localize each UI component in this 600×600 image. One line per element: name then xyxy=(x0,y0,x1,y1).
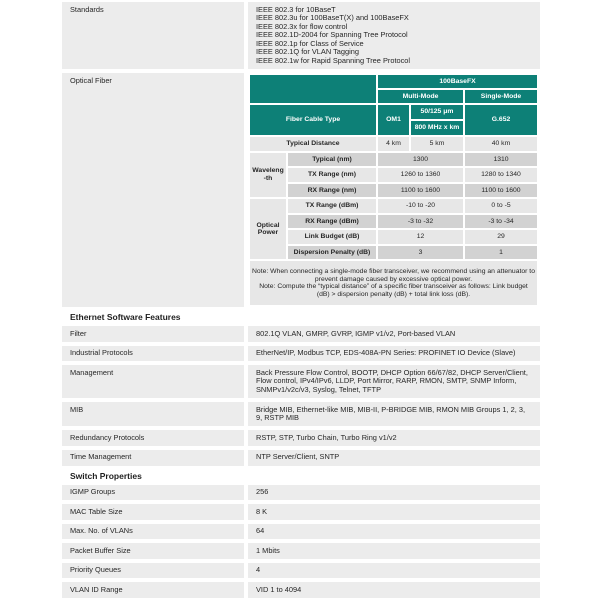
fiber-header-om1: OM1 xyxy=(378,105,409,135)
row-label: IGMP Groups xyxy=(62,485,244,501)
standards-line: IEEE 802.3u for 100BaseT(X) and 100BaseFX xyxy=(256,13,409,23)
fiber-value-mm: 12 xyxy=(378,230,463,244)
fiber-param: Typical (nm) xyxy=(288,153,376,167)
fiber-group-wavelength: Waveleng-th xyxy=(250,153,286,198)
row-value: RSTP, STP, Turbo Chain, Turbo Ring v1/v2 xyxy=(248,430,540,446)
optical-fiber-label: Optical Fiber xyxy=(62,73,244,307)
optical-fiber-table xyxy=(248,73,539,307)
spec-row-filter xyxy=(62,326,540,342)
fiber-header-g652: G.652 xyxy=(465,105,537,135)
fiber-value-mm: -10 to -20 xyxy=(378,199,463,213)
row-label: Management xyxy=(62,365,244,398)
spec-row-vlan-id-range xyxy=(62,582,540,598)
standards-line: IEEE 802.3 for 10BaseT xyxy=(256,4,336,14)
fiber-value-sm: -3 to -34 xyxy=(465,215,537,229)
row-label: Industrial Protocols xyxy=(62,346,244,362)
row-label: Time Management xyxy=(62,450,244,466)
fiber-param: RX Range (dBm) xyxy=(288,215,376,229)
standards-label: Standards xyxy=(62,2,244,69)
spec-row-mib xyxy=(62,402,540,426)
fiber-value-mm: 1100 to 1600 xyxy=(378,184,463,198)
fiber-param: Dispersion Penalty (dB) xyxy=(288,246,376,260)
spec-row-packet-buffer-size xyxy=(62,543,540,559)
fiber-value-sm: 1 xyxy=(465,246,537,260)
fiber-note-2: Note: Compute the “typical distance” of a specific fiber transceiver as follows: Link budget (dB) > dispersion penalty (dB) + total link loss (dB). xyxy=(259,283,528,298)
fiber-row-rx-range-nm xyxy=(250,184,537,198)
row-value: Back Pressure Flow Control, BOOTP, DHCP Option 66/67/82, DHCP Server/Client, Flow control, IPv4/IPv6, LLDP, Port Mirror, RARP, RMON, SMTP, SNMP Inform, SNMPv1/v2c/v3, Syslog, Telnet, TFTP xyxy=(248,365,540,398)
fiber-value-sm: 1310 xyxy=(465,153,537,167)
fiber-group-optical-power: Optical Power xyxy=(250,199,286,259)
row-value: NTP Server/Client, SNTP xyxy=(248,450,540,466)
row-label: MIB xyxy=(62,402,244,426)
section-title-ethernet-software: Ethernet Software Features xyxy=(70,312,181,323)
spec-row-igmp-groups xyxy=(62,485,540,501)
fiber-row-dispersion-penalty xyxy=(250,246,537,260)
fiber-row-typical-distance xyxy=(250,137,537,151)
spec-row-time-management xyxy=(62,450,540,466)
row-label: Max. No. of VLANs xyxy=(62,524,244,540)
row-value: VID 1 to 4094 xyxy=(248,582,540,598)
fiber-param: TX Range (dBm) xyxy=(288,199,376,213)
fiber-value-sm: 1280 to 1340 xyxy=(465,168,537,182)
fiber-value-mm: -3 to -32 xyxy=(378,215,463,229)
fiber-header-row-3 xyxy=(250,105,537,119)
row-label: VLAN ID Range xyxy=(62,582,244,598)
spec-row-max-vlans xyxy=(62,524,540,540)
fiber-row-tx-range-nm xyxy=(250,168,537,182)
fiber-value-mm: 1260 to 1360 xyxy=(378,168,463,182)
row-value: 1 Mbits xyxy=(248,543,540,559)
fiber-header-800mhz: 800 MHz x km xyxy=(411,121,463,135)
standards-line: IEEE 802.1Q for VLAN Tagging xyxy=(256,47,359,57)
fiber-value-mm: 1300 xyxy=(378,153,463,167)
row-value: 64 xyxy=(248,524,540,540)
standards-line: IEEE 802.1D-2004 for Spanning Tree Protocol xyxy=(256,30,408,40)
fiber-row-typical-nm xyxy=(250,153,537,167)
standards-line: IEEE 802.1p for Class of Service xyxy=(256,38,364,48)
fiber-value-sm: 40 km xyxy=(465,137,537,151)
section-title-switch-properties: Switch Properties xyxy=(70,470,142,481)
fiber-value-sm: 0 to -5 xyxy=(465,199,537,213)
fiber-notes xyxy=(250,261,537,305)
spec-row-redundancy-protocols xyxy=(62,430,540,446)
fiber-row-tx-range-dbm xyxy=(250,199,537,213)
spec-row-optical-fiber xyxy=(62,73,540,307)
standards-line: IEEE 802.3x for flow control xyxy=(256,21,348,31)
fiber-header-corner xyxy=(250,75,376,103)
fiber-value-om1: 4 km xyxy=(378,137,409,151)
fiber-note-1: Note: When connecting a single-mode fiber transceiver, we recommend using an attenuator to prevent damage caused by excessive optical power. xyxy=(252,267,535,283)
spec-row-mac-table-size xyxy=(62,504,540,520)
fiber-param: TX Range (nm) xyxy=(288,168,376,182)
row-value: 802.1Q VLAN, GMRP, GVRP, IGMP v1/v2, Port-based VLAN xyxy=(248,326,540,342)
fiber-header-cable-type: Fiber Cable Type xyxy=(250,105,376,135)
spec-row-standards xyxy=(62,2,540,69)
fiber-header-multi-mode: Multi-Mode xyxy=(378,90,463,103)
row-label: Redundancy Protocols xyxy=(62,430,244,446)
row-label: Filter xyxy=(62,326,244,342)
row-value: Bridge MIB, Ethernet-like MIB, MIB-II, P-BRIDGE MIB, RMON MIB Groups 1, 2, 3, 9, RSTP MIB xyxy=(248,402,540,426)
row-value: EtherNet/IP, Modbus TCP, EDS-408A-PN Series: PROFINET IO Device (Slave) xyxy=(248,346,540,362)
fiber-value-mm: 5 km xyxy=(411,137,463,151)
fiber-param: RX Range (nm) xyxy=(288,184,376,198)
standards-line: IEEE 802.1w for Rapid Spanning Tree Protocol xyxy=(256,56,411,66)
fiber-header-50-125um: 50/125 μm xyxy=(411,105,463,119)
fiber-value-sm: 1100 to 1600 xyxy=(465,184,537,198)
row-label: Priority Queues xyxy=(62,563,244,579)
fiber-note-row xyxy=(250,261,537,305)
row-value: 4 xyxy=(248,563,540,579)
fiber-param: Link Budget (dB) xyxy=(288,230,376,244)
row-label: MAC Table Size xyxy=(62,504,244,520)
fiber-header-single-mode: Single-Mode xyxy=(465,90,537,103)
row-value: 8 K xyxy=(248,504,540,520)
spec-row-industrial-protocols xyxy=(62,346,540,362)
fiber-row-link-budget xyxy=(250,230,537,244)
fiber-row-rx-range-dbm xyxy=(250,215,537,229)
spec-row-priority-queues xyxy=(62,563,540,579)
fiber-header-100basefx: 100BaseFX xyxy=(378,75,537,88)
optical-fiber-table-area xyxy=(248,73,540,307)
fiber-header-row-1 xyxy=(250,75,537,88)
standards-value xyxy=(248,2,540,69)
row-value: 256 xyxy=(248,485,540,501)
fiber-value-mm: 3 xyxy=(378,246,463,260)
row-label: Packet Buffer Size xyxy=(62,543,244,559)
fiber-param: Typical Distance xyxy=(250,137,376,151)
spec-row-management xyxy=(62,365,540,398)
fiber-value-sm: 29 xyxy=(465,230,537,244)
